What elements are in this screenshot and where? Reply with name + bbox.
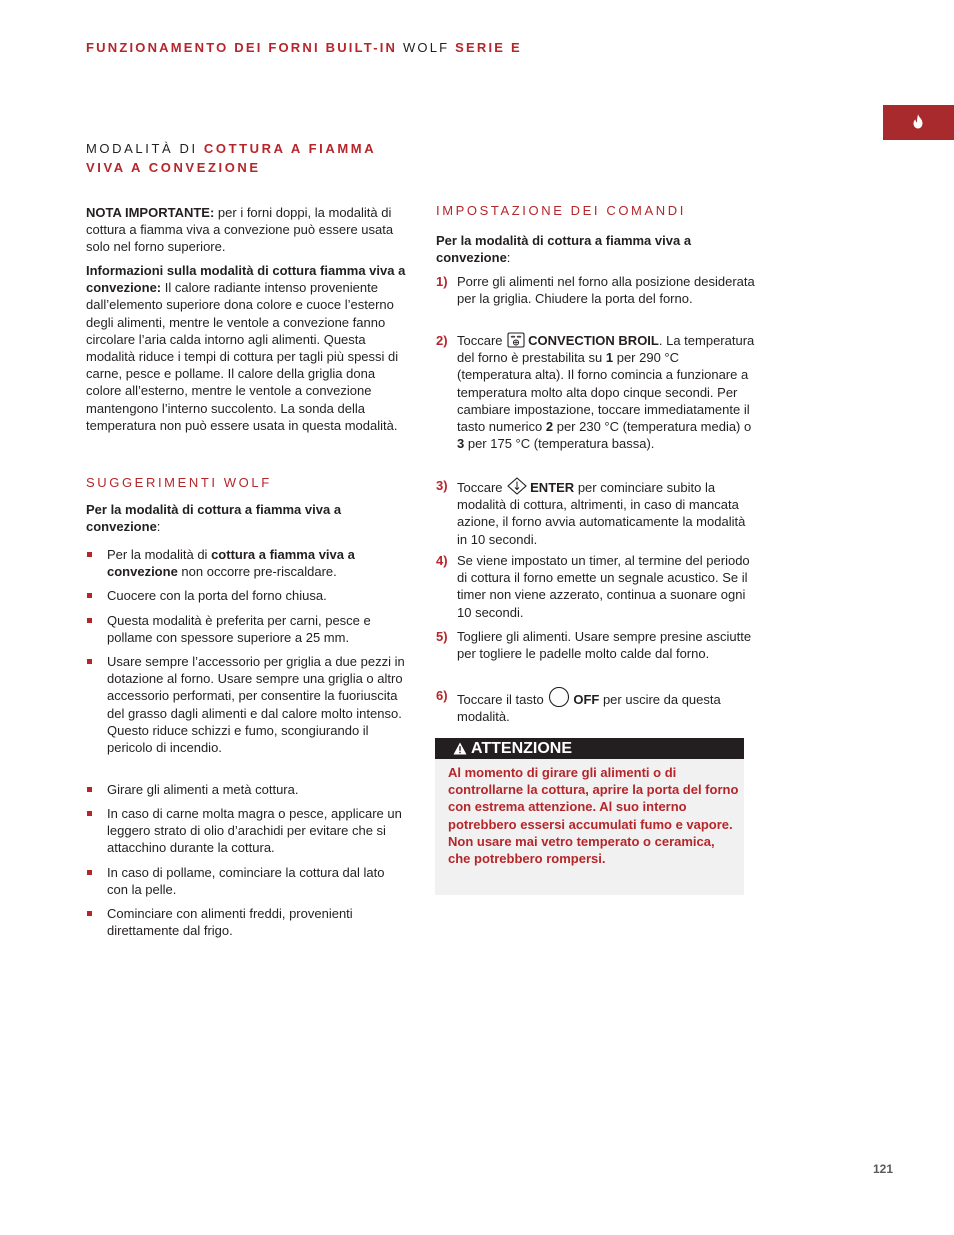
warning-header	[435, 738, 744, 759]
bullet-square	[87, 787, 92, 792]
step-number: 4)	[436, 553, 448, 568]
header-brand: WOLF	[402, 40, 450, 55]
mode-info	[86, 262, 406, 434]
tip-text: Cuocere con la porta del forno chiusa.	[107, 588, 327, 603]
step-number: 2)	[436, 333, 448, 348]
section-title-prefix: MODALITÀ DI	[86, 141, 198, 156]
step-text-bold: OFF	[573, 692, 600, 707]
step-text: per cominciare subito la modalità di cottura, altrimenti, in caso di mancata azione, il forno avvia automaticamente la modalità in 10 secondi.	[457, 480, 746, 547]
step-number: 1)	[436, 274, 448, 289]
warning-title: ATTENZIONE	[471, 740, 573, 757]
tip-text: In caso di carne molta magra o pesce, applicare un leggero strato di olio d’arachidi per evitare che si attacchino durante la cottura.	[107, 806, 402, 856]
step-text: Togliere gli alimenti. Usare sempre presine asciutte per togliere le padelle molto calde dal forno.	[457, 629, 752, 662]
tips-intro-text: Per la modalità di cottura a fiamma viva a convezione	[86, 502, 342, 535]
step-item	[436, 628, 756, 662]
off-circle-icon	[548, 687, 570, 707]
convection-broil-icon	[507, 332, 525, 348]
tip-text: Usare sempre l’accessorio per griglia a due pezzi in dotazione al forno. Usare sempre una griglia o altro accessorio performati, per consentire la fuoriuscita del grasso dagli alimenti e dal calore molto intenso. Questo riduce schizzi e fumo, scongiurando il pericolo di incendio.	[107, 654, 405, 756]
step-item	[436, 552, 756, 621]
step-text-bold: 3	[457, 436, 465, 452]
bullet-square	[87, 659, 92, 664]
note-text: per i forni doppi, la modalità di cottura a fiamma viva a convezione può essere usata solo nel forno superiore.	[86, 205, 394, 255]
section-title-line2: VIVA A CONVEZIONE	[86, 160, 261, 175]
step-text: Toccare il tasto	[457, 692, 548, 707]
tip-text: Cominciare con alimenti freddi, provenienti direttamente dal frigo.	[107, 906, 353, 939]
controls-intro-colon: :	[506, 250, 511, 266]
step-text: per uscire da questa modalità.	[457, 692, 721, 725]
tip-item	[86, 905, 406, 939]
tip-item	[86, 546, 406, 580]
tips-intro	[86, 501, 386, 535]
info-label: Informazioni sulla modalità di cottura fiamma viva a convezione:	[86, 263, 406, 296]
tips-intro-colon: :	[156, 519, 161, 535]
header-series: SERIE E	[455, 40, 522, 55]
warning-text: Al momento di girare gli alimenti o di controllarne la cottura, aprire la porta del forno con estrema attenzione. Al suo interno potrebbero essersi accumulati fumo e vapore. Non usare mai vetro temperato o ceramica, che potrebbero rompersi.	[448, 765, 739, 867]
step-item	[436, 687, 756, 725]
step-number: 3)	[436, 478, 448, 493]
step-text: Toccare	[457, 333, 507, 348]
tip-text-bold: cottura a fiamma viva a convezione	[107, 547, 355, 580]
tip-item	[86, 587, 406, 604]
tip-text: Questa modalità è preferita per carni, pesce e pollame con spessore superiore a 25 mm.	[107, 613, 371, 646]
controls-intro-text: Per la modalità di cottura a fiamma viva a convezione	[436, 233, 692, 266]
tip-item	[86, 864, 406, 898]
enter-icon	[507, 477, 527, 495]
tip-item	[86, 612, 406, 646]
step-text-bold: CONVECTION BROIL	[528, 333, 659, 348]
warning-box	[435, 738, 744, 895]
bullet-square	[87, 870, 92, 875]
note-label: NOTA IMPORTANTE:	[86, 205, 215, 220]
step-text: Toccare	[457, 480, 507, 495]
bullet-square	[87, 593, 92, 598]
section-title	[86, 139, 376, 177]
tip-item	[86, 781, 406, 798]
page-header	[86, 40, 522, 55]
bullet-square	[87, 811, 92, 816]
info-text: Il calore radiante intenso proveniente dall’elemento superiore dona colore e cuoce l’esterno degli alimenti, mentre le ventole a convezione fanno circolare l’aria calda intorno agli alimenti. Questa modalità riduce i tempi di cottura per tagli più spessi di carne, pesce e pollame. Il calore della griglia dona colore all’esterno, mentre le ventole a convezione mantengono l’interno succolento. La sonda della temperatura non può essere usata in questa modalità.	[86, 280, 399, 433]
warning-triangle-icon	[453, 742, 467, 755]
tip-item	[86, 805, 406, 857]
controls-title: IMPOSTAZIONE DEI COMANDI	[436, 203, 686, 218]
tip-text: Per la modalità di	[107, 547, 212, 562]
tip-text: In caso di pollame, cominciare la cottura dal lato con la pelle.	[107, 865, 385, 898]
step-number: 5)	[436, 629, 448, 644]
bullet-square	[87, 911, 92, 916]
tip-text: Girare gli alimenti a metà cottura.	[107, 782, 299, 797]
step-text-bold: 1	[605, 350, 614, 366]
step-item	[436, 332, 756, 452]
step-text-bold: ENTER	[530, 480, 575, 495]
step-text: . La temperatura del forno è prestabilita su	[457, 333, 755, 366]
tips-title: SUGGERIMENTI WOLF	[86, 475, 272, 490]
important-note	[86, 204, 406, 256]
step-text: Porre gli alimenti nel forno alla posizione desiderata per la griglia. Chiudere la porta del forno.	[457, 274, 755, 307]
step-item	[436, 477, 756, 548]
header-title: FUNZIONAMENTO DEI FORNI BUILT-IN	[86, 40, 398, 55]
section-tab	[883, 105, 954, 140]
section-title-line1: COTTURA A FIAMMA	[203, 141, 377, 156]
page-number: 121	[873, 1162, 894, 1176]
step-text-bold: 2	[545, 419, 554, 435]
step-text: per 175 °C (temperatura bassa).	[464, 436, 655, 452]
controls-intro	[436, 232, 736, 266]
bullet-square	[87, 552, 92, 557]
step-text: per 230 °C (temperatura media) o	[553, 419, 752, 435]
flame-icon	[912, 114, 924, 129]
bullet-square	[87, 618, 92, 623]
step-text: Se viene impostato un timer, al termine del periodo di cottura il forno emette un segnale acustico. Se il timer non viene azzerato, continua a suonare ogni 10 secondi.	[457, 553, 750, 620]
tip-text: non occorre pre-riscaldare.	[177, 564, 337, 580]
step-item	[436, 273, 756, 307]
step-text: per 290 °C (temperatura alta). Il forno comincia a funzionare a temperatura molto alta dopo cinque secondi. Per cambiare impostazione, toccare immediatamente il tasto numerico	[457, 350, 750, 435]
tip-item	[86, 653, 406, 756]
step-number: 6)	[436, 688, 448, 703]
